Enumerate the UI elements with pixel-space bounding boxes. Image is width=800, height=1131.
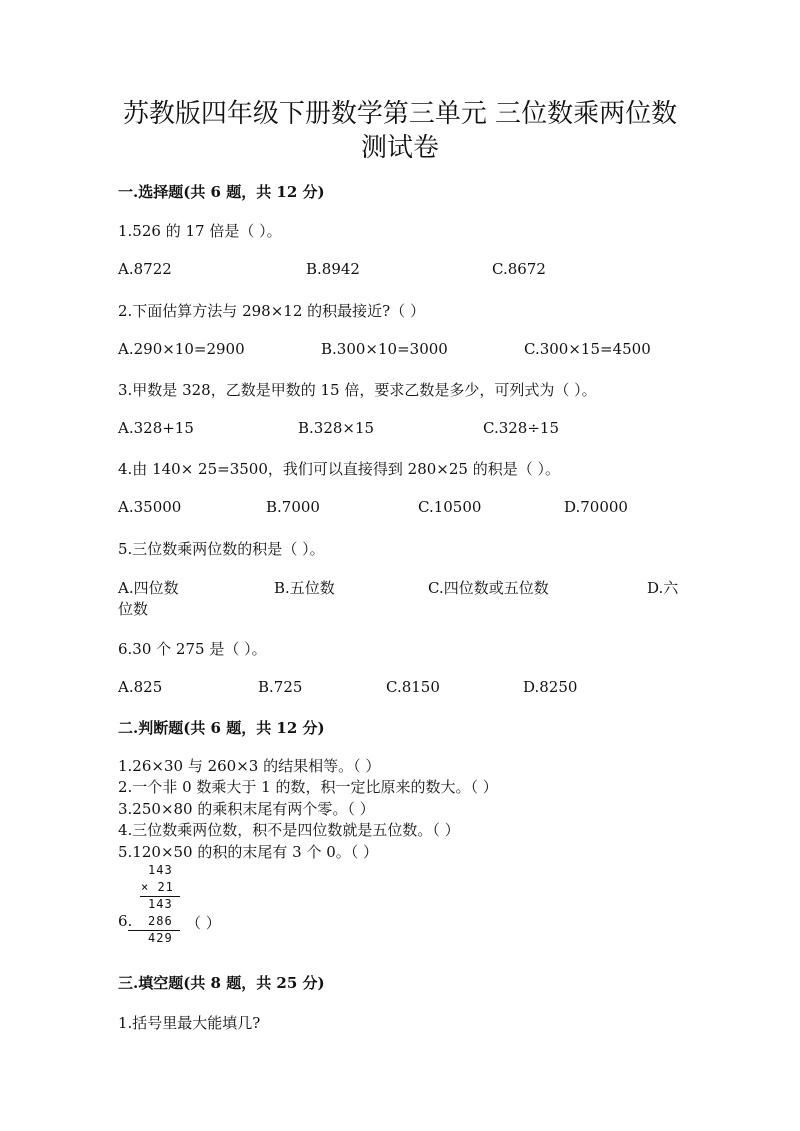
option-d: D.8250 xyxy=(523,678,578,696)
question-text: 2.下面估算方法与 298×12 的积最接近?（ ） xyxy=(118,302,425,320)
option-a: A.290×10=2900 xyxy=(118,340,245,358)
judgement-item: 5.120×50 的积的末尾有 3 个 0。（ ） xyxy=(118,843,379,861)
option-b: B.300×10=3000 xyxy=(321,340,448,358)
question-text: 1.526 的 17 倍是（ ）。 xyxy=(118,222,282,240)
option-d: D.70000 xyxy=(564,498,628,516)
section-heading-choice: 一.选择题(共 6 题，共 12 分) xyxy=(118,183,325,201)
option-a: A.35000 xyxy=(118,498,182,516)
option-c: C.10500 xyxy=(418,498,482,516)
question-text: 5.三位数乘两位数的积是（ ）。 xyxy=(118,540,325,558)
calc-multiplier: × 21 xyxy=(141,880,174,894)
page-title: 苏教版四年级下册数学第三单元 三位数乘两位数 xyxy=(122,99,678,129)
judgement-item: 3.250×80 的乘积末尾有两个零。（ ） xyxy=(118,800,375,818)
option-c: C.300×15=4500 xyxy=(524,340,651,358)
judgement-item: 2.一个非 0 数乘大于 1 的数，积一定比原来的数大。（ ） xyxy=(118,778,498,796)
judgement-item: 4.三位数乘两位数，积不是四位数就是五位数。（ ） xyxy=(118,821,460,839)
option-a: A.328+15 xyxy=(118,419,194,437)
option-d-wrap: 位数 xyxy=(118,600,149,618)
question-text: 1.括号里最大能填几? xyxy=(118,1014,261,1032)
section-heading-fill: 三.填空题(共 8 题，共 25 分) xyxy=(118,974,325,992)
option-a: A.8722 xyxy=(118,260,172,278)
option-a: A.四位数 xyxy=(118,579,179,597)
option-c: C.8672 xyxy=(492,260,546,278)
option-c: C.四位数或五位数 xyxy=(428,579,549,597)
calc-multiplicand: 143 xyxy=(148,863,173,877)
judgement-item: 1.26×30 与 260×3 的结果相等。（ ） xyxy=(118,757,381,775)
option-a: A.825 xyxy=(118,678,163,696)
option-c: C.328÷15 xyxy=(483,419,559,437)
calc-partial-1: 143 xyxy=(148,897,173,911)
question-text: 4.由 140× 25=3500，我们可以直接得到 280×25 的积是（ ）。 xyxy=(118,460,560,478)
answer-blank: （ ） xyxy=(186,914,221,932)
section-heading-judgement: 二.判断题(共 6 题，共 12 分) xyxy=(118,719,325,737)
item-number: 6. xyxy=(118,912,133,930)
page-title-line2: 测试卷 xyxy=(360,133,439,163)
question-text: 6.30 个 275 是（ ）。 xyxy=(118,640,267,658)
option-b: B.725 xyxy=(258,678,303,696)
option-b: B.8942 xyxy=(306,260,360,278)
option-b: B.328×15 xyxy=(298,419,375,437)
calc-partial-2: 286 xyxy=(148,914,173,928)
calc-result: 429 xyxy=(148,931,173,945)
option-d: D.六 xyxy=(647,579,679,597)
option-b: B.7000 xyxy=(266,498,320,516)
question-text: 3.甲数是 328，乙数是甲数的 15 倍，要求乙数是多少，可列式为（ ）。 xyxy=(118,381,597,399)
option-b: B.五位数 xyxy=(274,579,335,597)
option-c: C.8150 xyxy=(386,678,440,696)
